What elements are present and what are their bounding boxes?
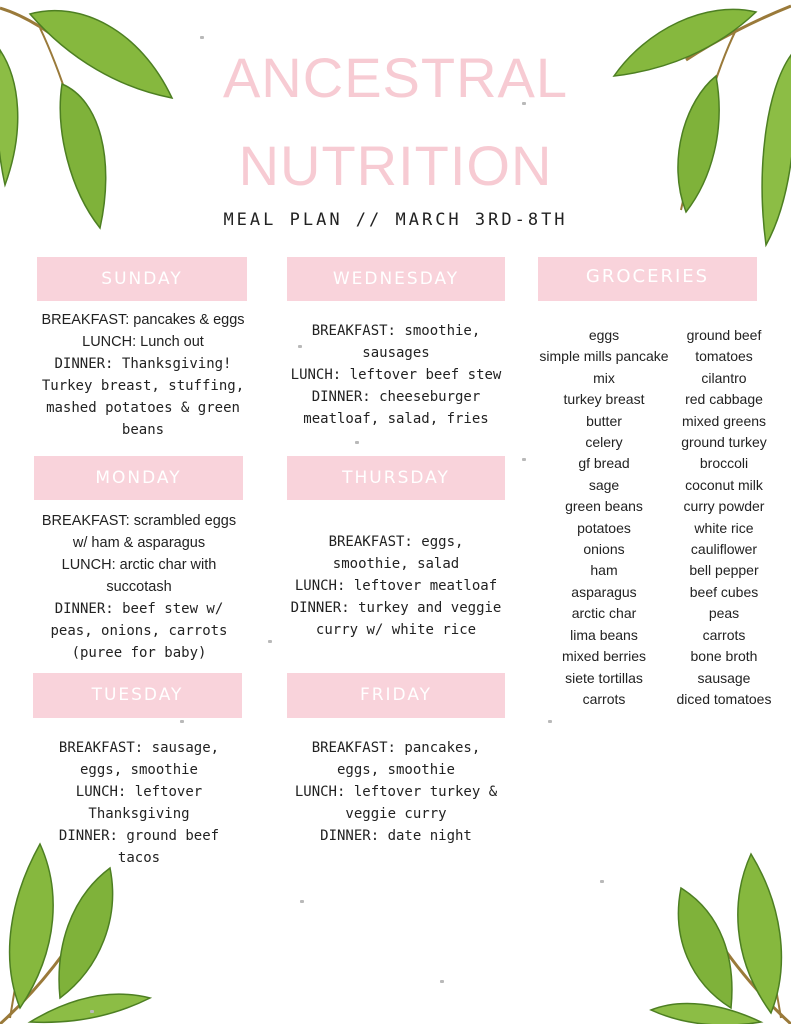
day-header-tuesday: TUESDAY	[33, 673, 242, 718]
grocery-item: broccoli	[699, 455, 749, 472]
grocery-item: sausage	[697, 669, 751, 686]
leaf-branch-top-left-icon	[0, 0, 180, 240]
meal-line: (puree for baby)	[71, 645, 207, 661]
grocery-item: ground beef	[686, 327, 762, 343]
meal-list-sunday	[30, 309, 256, 441]
grocery-item: celery	[585, 434, 623, 451]
grocery-item: bell pepper	[689, 562, 759, 579]
meal-list-thursday	[280, 531, 512, 641]
meal-line: Thanksgiving	[88, 806, 190, 822]
grocery-item: carrots	[702, 626, 746, 643]
grocery-item: coconut milk	[685, 476, 763, 493]
grocery-item: ground turkey	[681, 434, 767, 451]
page-subtitle: MEAL PLAN // MARCH 3RD-8TH	[223, 210, 568, 230]
speck-decoration	[180, 720, 184, 723]
speck-decoration	[600, 880, 604, 883]
grocery-item: cilantro	[701, 369, 747, 386]
meal-line: BREAKFAST: eggs,	[328, 534, 464, 550]
grocery-item: peas	[708, 605, 740, 622]
grocery-item: siete tortillas	[565, 669, 643, 686]
grocery-item: curry powder	[683, 498, 765, 515]
meal-line: DINNER: Thanksgiving!	[54, 356, 232, 372]
speck-decoration	[268, 640, 272, 643]
grocery-item: gf bread	[578, 455, 630, 472]
meal-line: curry w/ white rice	[315, 622, 477, 638]
grocery-item: cauliflower	[690, 541, 758, 558]
grocery-list-col1	[528, 325, 680, 710]
meal-line: LUNCH: leftover turkey &	[294, 784, 498, 800]
meal-line: smoothie, salad	[332, 556, 460, 572]
meal-line: eggs, smoothie	[336, 762, 455, 778]
day-header-wednesday: WEDNESDAY	[287, 257, 505, 301]
day-header-monday: MONDAY	[34, 456, 243, 500]
meal-list-monday	[26, 510, 252, 664]
grocery-item: potatoes	[577, 519, 631, 536]
meal-line: w/ ham & asparagus	[72, 535, 206, 551]
meal-line: LUNCH: leftover meatloaf	[294, 578, 498, 594]
page-title-line2: NUTRITION	[238, 134, 553, 197]
grocery-item: butter	[586, 412, 622, 429]
grocery-item: eggs	[588, 327, 620, 343]
meal-list-friday	[280, 737, 512, 847]
meal-line: succotash	[106, 579, 172, 595]
meal-line: DINNER: ground beef	[58, 828, 220, 844]
meal-line: tacos	[117, 850, 161, 866]
grocery-item: mix	[593, 369, 615, 386]
speck-decoration	[200, 36, 204, 39]
speck-decoration	[90, 1010, 94, 1013]
meal-line: BREAKFAST: sausage,	[58, 740, 220, 756]
grocery-item: asparagus	[571, 583, 637, 600]
speck-decoration	[355, 441, 359, 444]
meal-list-tuesday	[26, 737, 252, 869]
grocery-item: onions	[583, 541, 625, 558]
grocery-item: red cabbage	[685, 391, 763, 408]
day-header-thursday: THURSDAY	[287, 456, 505, 500]
grocery-item: white rice	[694, 519, 754, 536]
meal-line: DINNER: beef stew w/	[54, 601, 224, 617]
leaf-branch-bottom-right-icon	[631, 848, 791, 1024]
meal-line: LUNCH: leftover beef stew	[290, 367, 502, 383]
grocery-item: tomatoes	[695, 348, 753, 365]
meal-line: eggs, smoothie	[79, 762, 198, 778]
meal-line: mashed potatoes & green	[46, 400, 240, 416]
grocery-item: arctic char	[571, 605, 637, 622]
meal-line: sausages	[362, 345, 430, 361]
page-title-line1: ANCESTRAL	[222, 46, 569, 109]
speck-decoration	[440, 980, 444, 983]
meal-line: BREAKFAST: pancakes & eggs	[41, 312, 245, 328]
speck-decoration	[522, 458, 526, 461]
meal-line: veggie curry	[345, 806, 447, 822]
speck-decoration	[300, 900, 304, 903]
meal-line: BREAKFAST: scrambled eggs	[41, 513, 237, 529]
groceries-header: GROCERIES	[538, 257, 757, 301]
meal-line: meatloaf, salad, fries	[303, 411, 489, 427]
meal-list-wednesday	[280, 320, 512, 430]
speck-decoration	[548, 720, 552, 723]
grocery-list-col2	[668, 325, 780, 710]
meal-line: DINNER: date night	[320, 828, 472, 844]
meal-line: peas, onions, carrots	[50, 623, 228, 639]
meal-line: LUNCH: Lunch out	[82, 334, 204, 350]
grocery-item: carrots	[582, 690, 626, 707]
meal-line: beans	[121, 422, 165, 438]
grocery-item: green beans	[565, 498, 643, 515]
grocery-item: turkey breast	[563, 391, 645, 408]
meal-line: BREAKFAST: smoothie,	[311, 323, 481, 339]
grocery-item: bone broth	[690, 648, 758, 665]
grocery-item: simple mills pancake	[539, 348, 669, 365]
meal-line: DINNER: turkey and veggie	[290, 600, 502, 616]
grocery-item: sage	[588, 476, 620, 493]
grocery-item: mixed greens	[681, 412, 767, 429]
grocery-item: mixed berries	[561, 648, 647, 665]
meal-line: DINNER: cheeseburger	[311, 389, 481, 405]
day-header-friday: FRIDAY	[287, 673, 505, 718]
meal-line: LUNCH: leftover	[75, 784, 203, 800]
grocery-item: beef cubes	[689, 583, 759, 600]
grocery-item: ham	[590, 562, 618, 579]
meal-line: BREAKFAST: pancakes,	[311, 740, 481, 756]
meal-line: LUNCH: arctic char with	[61, 557, 217, 573]
meal-line: Turkey breast, stuffing,	[41, 378, 245, 394]
day-header-sunday: SUNDAY	[37, 257, 247, 301]
grocery-item: diced tomatoes	[676, 690, 772, 707]
grocery-item: lima beans	[570, 626, 638, 643]
